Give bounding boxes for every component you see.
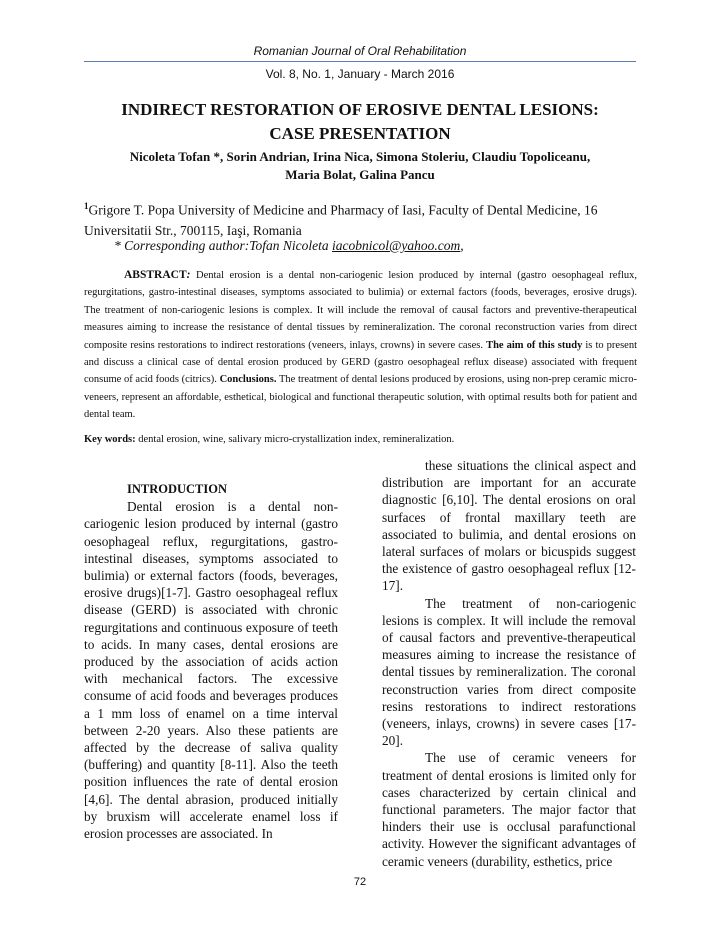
corresponding-author [114, 238, 464, 254]
body-paragraph-1: these situations the clinical aspect and distribution are important for an accurate diagnostic [6,10]. The dental erosions on oral surfaces of frontal maxillary teeth are associated to bulimia, and dental erosions on lateral surfaces of molars or bicuspids suggest the existence of gastro oesophageal reflux [12-17]. [382, 458, 636, 594]
paper-title [0, 98, 720, 146]
authors-line-2: Maria Bolat, Galina Pancu [285, 167, 435, 182]
email-suffix: , [460, 238, 464, 253]
authors-line-1: Nicoleta Tofan *, Sorin Andrian, Irina Nica, Simona Stoleriu, Claudiu Topoliceanu, [129, 149, 591, 164]
affiliation-text: Grigore T. Popa University of Medicine and Pharmacy of Iasi, Faculty of Dental Medicine, 16 Universitatii Str., 700115, Iaşi, Romania [84, 202, 598, 238]
title-line-1: INDIRECT RESTORATION OF EROSIVE DENTAL LESIONS: [121, 100, 599, 119]
left-column [84, 481, 338, 842]
abstract-text-3: The treatment of dental lesions produced by erosions, using non-prep ceramic micro-veneers, represent an affordable, esthetical, biological and functional therapeutic solution, with optimal results both for patient and dental team. [84, 374, 637, 421]
keywords-label: Key words: [84, 434, 136, 445]
abstract-text-1: Dental erosion is a dental non-cariogenic lesion produced by internal (gastro oesophageal reflux, regurgitations, gastro-intestinal diseases, symptoms associated to bulimia) or external factors (foods, beverages, erosive drugs). The treatment of non-cariogenic lesions is complex. It will include the removal of causal factors and preventive-therapeutical measures aiming to increase the resistance of dental tissues by remineralization. The coronal reconstruction varies from direct composite resins restorations to indirect restorations (veneers, inlays, crowns) in severe cases. [84, 270, 637, 351]
body-paragraph-2: The treatment of non-cariogenic lesions is complex. It will include the removal of causal factors and preventive-therapeutical measures aiming to increase the resistance of dental tissues by remineralization. The coronal reconstruction varies from direct composite resins restorations to indirect restorations (veneers, inlays, crowns) in severe cases [17-20]. [382, 595, 636, 749]
author-email-link[interactable]: iacobnicol@yahoo.com [332, 238, 461, 253]
conclusions-label: Conclusions. [219, 374, 277, 386]
right-column [382, 457, 636, 870]
journal-name: Romanian Journal of Oral Rehabilitation [253, 44, 467, 58]
affiliation [84, 196, 640, 241]
author-list [80, 148, 640, 184]
title-line-2: CASE PRESENTATION [269, 124, 451, 143]
journal-volume: Vol. 8, No. 1, January - March 2016 [265, 67, 455, 81]
page-number: 72 [353, 876, 367, 888]
aim-label: The aim of this study [486, 339, 583, 351]
introduction-heading: INTRODUCTION [127, 482, 228, 496]
introduction-paragraph: Dental erosion is a dental non-cariogenic lesion produced by internal (gastro oesophageal reflux, regurgitations, gastro-intestinal diseases, symptoms associated to bulimia) or external factors (foods, beverages, erosive drugs)[1-7]. Gastro oesophageal reflux disease (GERD) is associated with chronic regurgitations and continuous exposure of teeth to acids. In many cases, dental erosions are produced by the association of acids action with mechanical factors. The excessive consume of acid foods and beverages produces a 1 mm loss of enamel on a time interval between 2-20 years. Also these patients are affected by the decrease of saliva quality (buffering) and quantity [8-11]. Also the teeth position influences the rate of dental erosion [4,6]. The dental abrasion, produced initially by bruxism will accelerate enamel loss if erosion processes are associated. In [84, 499, 338, 842]
abstract-text-2: is to present and discuss a clinical case of dental erosion produced by GERD (gastro oesophageal reflux disease) associated with frequent consume of acid foods (citrics). [84, 339, 637, 386]
header-divider [84, 61, 636, 62]
abstract-label: ABSTRACT [124, 269, 187, 281]
corresponding-label: * Corresponding author:Tofan Nicoleta [114, 238, 329, 253]
body-paragraph-3: The use of ceramic veneers for treatment of dental erosions is limited only for cases characterized by certain clinical and functional parameters. The major factor that hinders their use is occlusal parafunctional activity. However the significant advantages of ceramic veneers (durability, esthetics, price [382, 750, 636, 869]
abstract [84, 267, 637, 424]
keywords-text: dental erosion, wine, salivary micro-crystallization index, remineralization. [135, 434, 455, 445]
keywords [84, 431, 637, 448]
abstract-colon: : [186, 269, 191, 281]
affiliation-marker: 1 [84, 201, 89, 211]
